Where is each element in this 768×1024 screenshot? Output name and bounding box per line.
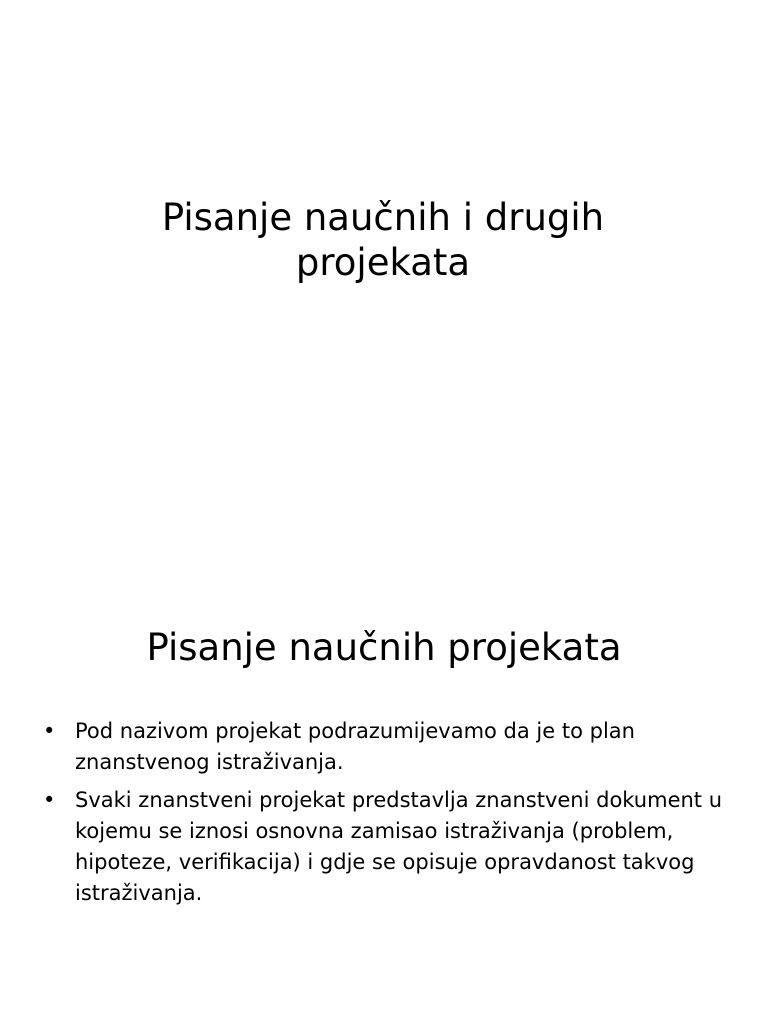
bullet-item (40, 716, 730, 778)
slide-title-line-1: Pisanje naučnih i drugih (161, 196, 605, 239)
slide-content-heading: Pisanje naučnih projekata (146, 626, 622, 669)
bullet-list (40, 716, 730, 916)
slide-title-line-2: projekata (295, 241, 471, 284)
bullet-item (40, 785, 730, 909)
slide-title-heading (58, 195, 708, 285)
bullet-icon: • (43, 788, 56, 812)
bullet-icon: • (43, 719, 56, 743)
bullet-text: Pod nazivom projekat podrazumijevamo da je to plan znanstvenog istraživanja. (75, 719, 635, 774)
bullet-text: Svaki znanstveni projekat predstavlja znanstveni dokument u kojemu se iznosi osnovna zamisao istraživanja (problem, hipoteze, verifikacija) i gdje se opisuje opravdanost takvog istraživanja. (75, 788, 723, 905)
slide-content (0, 576, 768, 1024)
